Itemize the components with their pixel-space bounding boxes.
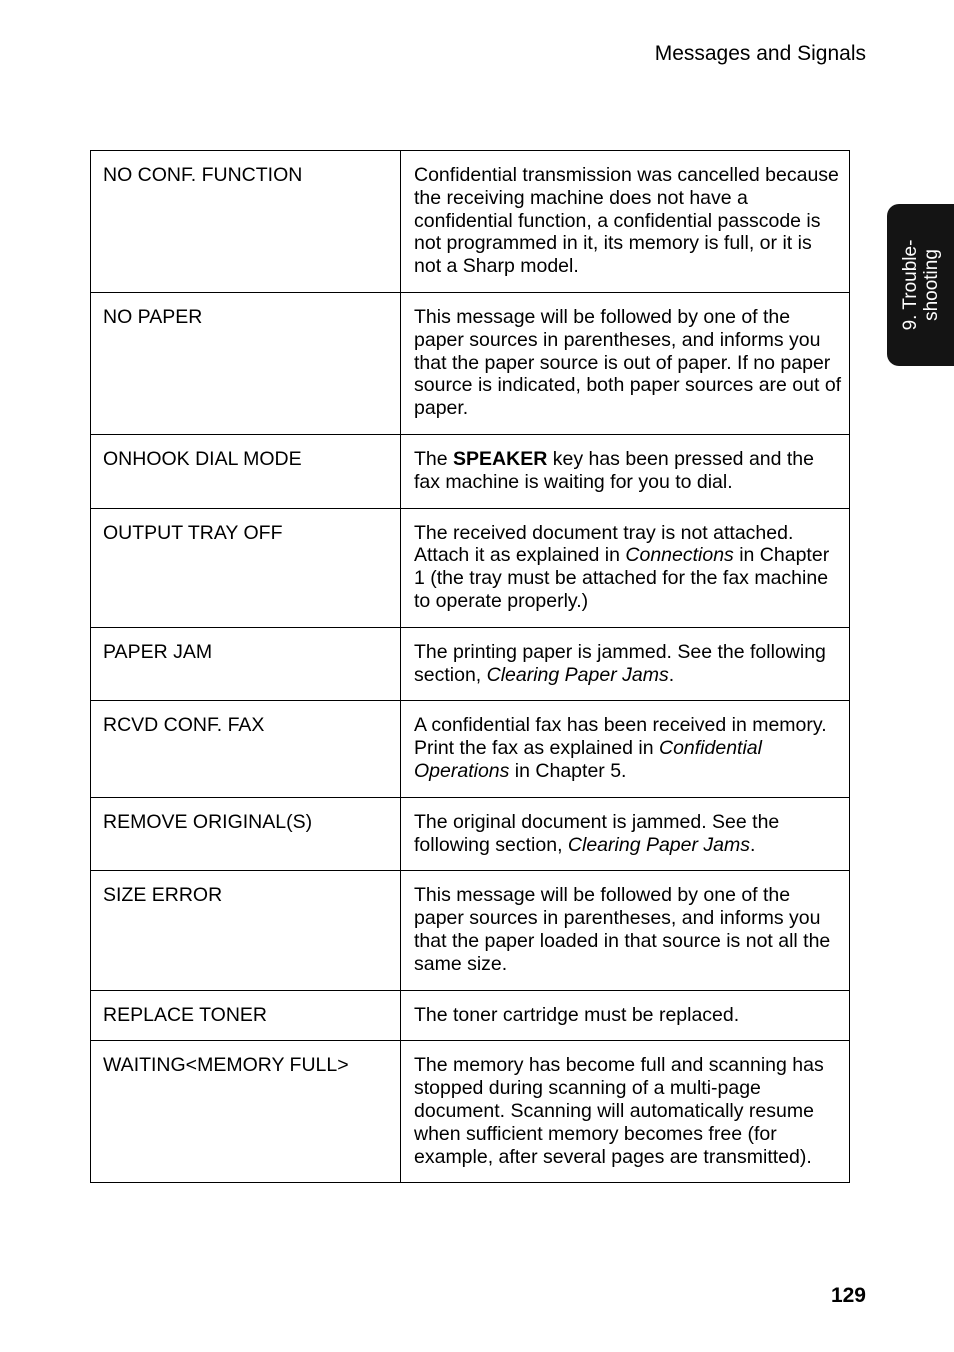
message-code: PAPER JAM (91, 627, 401, 701)
message-code: REMOVE ORIGINAL(S) (91, 797, 401, 871)
description-text: in Chapter 1 (the tray must be attached for the fax machine to operate properly.) (414, 544, 830, 612)
table-row (91, 990, 850, 1041)
message-description (401, 797, 850, 871)
message-description (401, 292, 850, 434)
message-code: NO CONF. FUNCTION (91, 151, 401, 293)
description-text: Confidential transmission was cancelled because the receiving machine does not have a confidential function, a confidential passcode is not programmed in it, its memory is full, or it is not a Sharp model. (414, 164, 839, 278)
message-description (401, 434, 850, 508)
description-text: key has been pressed and the fax machine is waiting for you to dial. (414, 447, 814, 493)
section-title: Messages and Signals (654, 42, 866, 65)
description-text: This message will be followed by one of the paper sources in parentheses, and informs you that the paper loaded in that source is not all the same size. (414, 884, 831, 975)
table-row (91, 797, 850, 871)
table-row (91, 871, 850, 990)
message-description (401, 990, 850, 1041)
messages-table-body (91, 151, 850, 1183)
description-text: in Chapter 5. (509, 759, 627, 782)
message-description (401, 627, 850, 701)
reference-title: Clearing Paper Jams (567, 833, 751, 856)
message-description (401, 1041, 850, 1183)
description-text: The memory has become full and scanning has stopped during scanning of a multi-page document. Scanning will automatically resume when sufficient memory becomes free (for example, after several pages are transmitted). (414, 1054, 824, 1168)
description-text: The (414, 447, 454, 470)
message-description (401, 701, 850, 797)
description-text: A confidential fax has been received in memory. Print the fax as explained in (414, 714, 827, 760)
message-code: RCVD CONF. FAX (91, 701, 401, 797)
reference-title: Confidential Operations (414, 737, 762, 782)
table-row (91, 701, 850, 797)
reference-title: Connections (625, 544, 734, 567)
message-code: WAITING<MEMORY FULL> (91, 1041, 401, 1183)
key-name: SPEAKER (453, 447, 548, 470)
description-text: The toner cartridge must be replaced. (414, 1003, 740, 1026)
message-description (401, 871, 850, 990)
description-text: The original document is jammed. See the following section, (414, 810, 780, 856)
chapter-tab-label (900, 240, 942, 331)
description-text: . (750, 833, 756, 856)
chapter-tab-line-2: shooting (920, 249, 942, 321)
message-code: ONHOOK DIAL MODE (91, 434, 401, 508)
description-text: The received document tray is not attached. Attach it as explained in (414, 521, 794, 567)
table-row (91, 1041, 850, 1183)
message-code: REPLACE TONER (91, 990, 401, 1041)
message-description (401, 151, 850, 293)
description-text: This message will be followed by one of the paper sources in parentheses, and informs you that the paper source is out of paper. If no paper source is indicated, both paper sources are out of paper. (414, 305, 842, 420)
page-number: 129 (830, 1284, 866, 1307)
message-description (401, 508, 850, 627)
table-row (91, 508, 850, 627)
message-code: OUTPUT TRAY OFF (91, 508, 401, 627)
table-row (91, 434, 850, 508)
chapter-tab-line-1: 9. Trouble- (899, 239, 921, 331)
reference-title: Clearing Paper Jams (486, 663, 669, 686)
message-code: NO PAPER (91, 292, 401, 434)
message-code: SIZE ERROR (91, 871, 401, 990)
table-row (91, 151, 850, 293)
description-text: The printing paper is jammed. See the following section, (414, 640, 826, 686)
table-row (91, 627, 850, 701)
description-text: . (668, 663, 675, 686)
table-row (91, 292, 850, 434)
messages-table (90, 150, 850, 1183)
chapter-tab (887, 204, 954, 366)
